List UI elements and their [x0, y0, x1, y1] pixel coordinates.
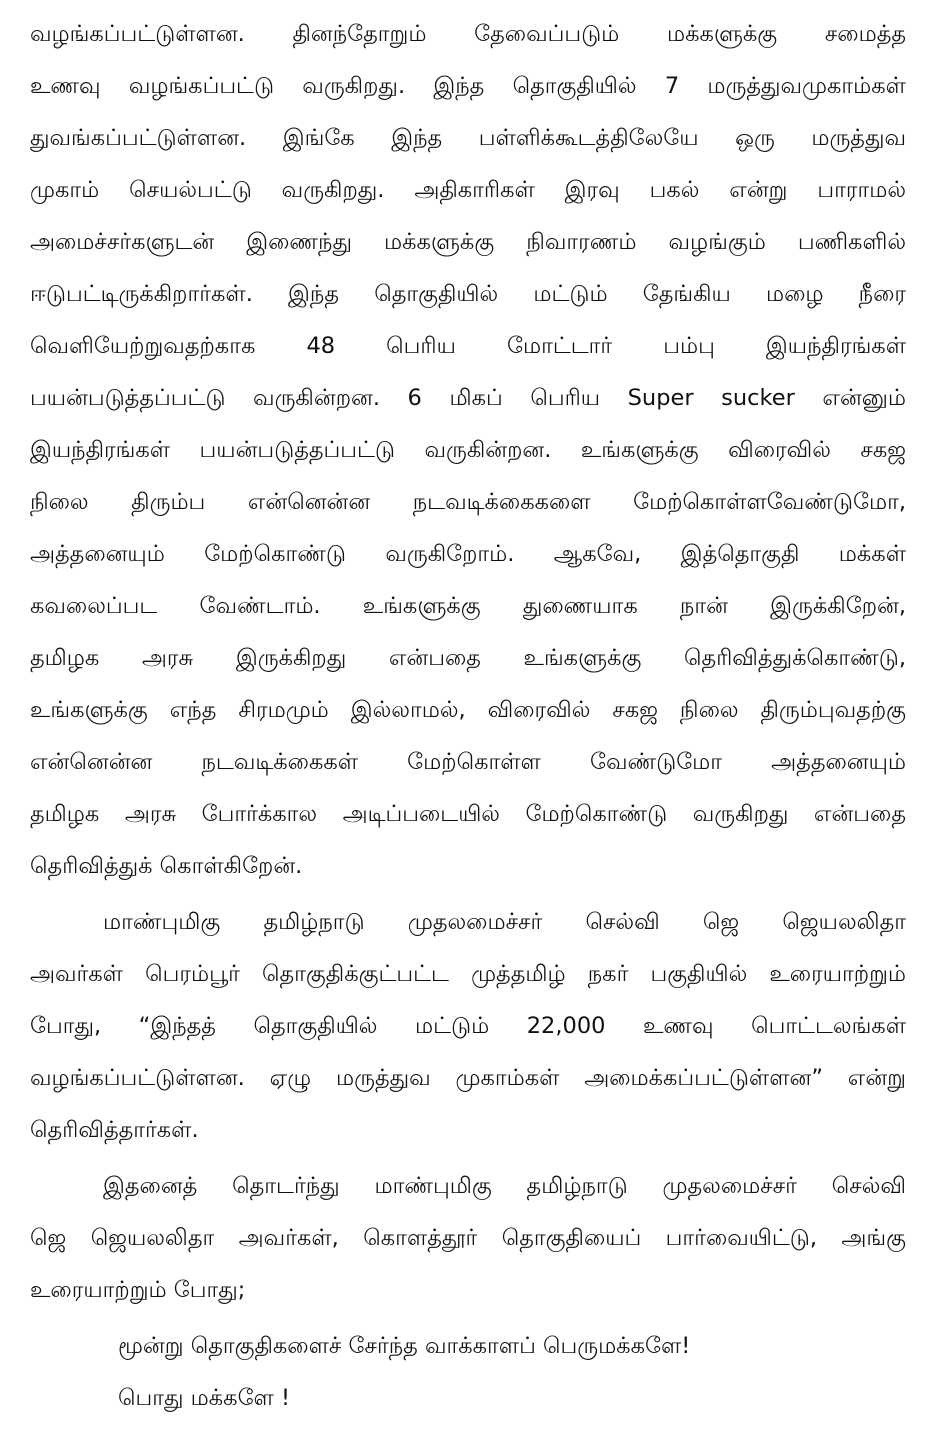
text-line: தமிழக அரசு இருக்கிறது என்பதை உங்களுக்கு தெரிவித்துக்கொண்டு,: [30, 645, 906, 671]
text-line: கவலைப்பட வேண்டாம். உங்களுக்கு துணையாக நான் இருக்கிறேன்,: [30, 593, 906, 619]
text-line: தெரிவித்தார்கள்.: [30, 1117, 199, 1143]
text-line: துவங்கப்பட்டுள்ளன. இங்கே இந்த பள்ளிக்கூடத்திலேயே ஒரு மருத்துவ: [30, 125, 906, 151]
text-line: அவர்கள் பெரம்பூர் தொகுதிக்குட்பட்ட முத்தமிழ் நகர் பகுதியில் உரையாற்றும்: [30, 961, 906, 987]
text-line: தெரிவித்துக் கொள்கிறேன்.: [30, 853, 303, 879]
paragraph-first-line: இதனைத் தொடர்ந்து மாண்புமிகு தமிழ்நாடு முதலமைச்சர் செல்வி: [103, 1173, 906, 1199]
text-line: முகாம் செயல்பட்டு வருகிறது. அதிகாரிகள் இரவு பகல் என்று பாராமல்: [30, 177, 906, 203]
text-line: பயன்படுத்தப்பட்டு வருகின்றன. 6 மிகப் பெரிய Super sucker என்னும்: [30, 385, 906, 411]
salutation-line: மூன்று தொகுதிகளைச் சேர்ந்த வாக்காளப் பெருமக்களே!: [118, 1333, 691, 1359]
text-line: போது, “இந்தத் தொகுதியில் மட்டும் 22,000 உணவு பொட்டலங்கள்: [30, 1013, 906, 1039]
text-line: தமிழக அரசு போர்க்கால அடிப்படையில் மேற்கொண்டு வருகிறது என்பதை: [30, 801, 906, 827]
text-line: வழங்கப்பட்டுள்ளன. தினந்தோறும் தேவைப்படும் மக்களுக்கு சமைத்த: [30, 21, 906, 47]
salutation-line: பொது மக்களே !: [118, 1385, 291, 1411]
text-line: உரையாற்றும் போது;: [30, 1277, 246, 1303]
text-line: ஜெ ஜெயலலிதா அவர்கள், கொளத்தூர் தொகுதியைப் பார்வையிட்டு, அங்கு: [30, 1225, 906, 1251]
text-line: வழங்கப்பட்டுள்ளன. ஏழு மருத்துவ முகாம்கள் அமைக்கப்பட்டுள்ளன” என்று: [30, 1065, 906, 1091]
text-line: இயந்திரங்கள் பயன்படுத்தப்பட்டு வருகின்றன. உங்களுக்கு விரைவில் சகஜ: [30, 437, 906, 463]
text-line: ஈடுபட்டிருக்கிறார்கள். இந்த தொகுதியில் மட்டும் தேங்கிய மழை நீரை: [30, 281, 906, 307]
text-line: அத்தனையும் மேற்கொண்டு வருகிறோம். ஆகவே, இத்தொகுதி மக்கள்: [30, 541, 906, 567]
text-line: உங்களுக்கு எந்த சிரமமும் இல்லாமல், விரைவில் சகஜ நிலை திரும்புவதற்கு: [30, 697, 906, 723]
paragraph-first-line: மாண்புமிகு தமிழ்நாடு முதலமைச்சர் செல்வி ஜெ ஜெயலலிதா: [103, 909, 906, 935]
text-line: உணவு வழங்கப்பட்டு வருகிறது. இந்த தொகுதியில் 7 மருத்துவமுகாம்கள்: [30, 73, 906, 99]
text-line: என்னென்ன நடவடிக்கைகள் மேற்கொள்ள வேண்டுமோ அத்தனையும்: [30, 749, 906, 775]
text-line: வெளியேற்றுவதற்காக 48 பெரிய மோட்டார் பம்பு இயந்திரங்கள்: [30, 333, 906, 359]
text-line: நிலை திரும்ப என்னென்ன நடவடிக்கைகளை மேற்கொள்ளவேண்டுமோ,: [30, 489, 906, 515]
text-line: அமைச்சர்களுடன் இணைந்து மக்களுக்கு நிவாரணம் வழங்கும் பணிகளில்: [30, 229, 906, 255]
